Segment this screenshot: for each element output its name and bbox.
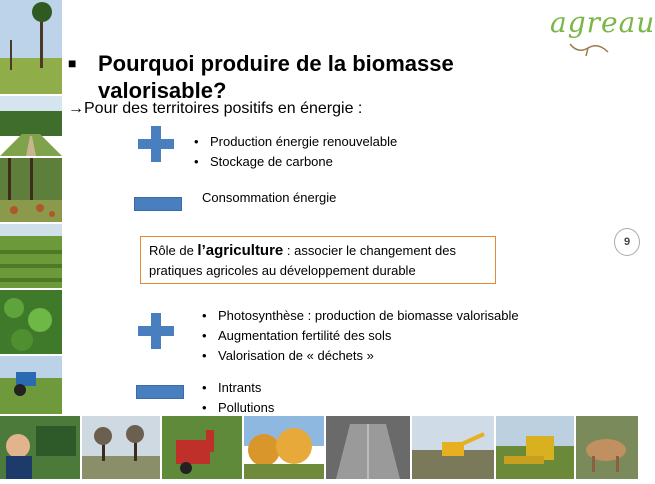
minus-icon [136, 385, 184, 399]
section1-plus-list [192, 132, 397, 172]
title-text: Pourquoi produire de la biomasse valorisable? [98, 51, 454, 103]
section1-minus-text: Consommation énergie [202, 190, 337, 205]
agreau-logo [548, 4, 655, 56]
page-number-badge: 9 [614, 228, 640, 256]
photo-bare-trees [82, 416, 160, 479]
photo-tractor-field [0, 356, 62, 414]
plus-icon [138, 126, 174, 162]
photo-crop-rows [0, 224, 62, 288]
photo-orchard-chickens [0, 158, 62, 222]
list-item: • Stockage de carbone [192, 152, 397, 172]
slide-subtitle: →Pour des territoires positifs en énergie : [68, 100, 363, 117]
role-callout-box [140, 236, 496, 284]
slide-title [68, 50, 538, 104]
photo-tree-field [0, 0, 62, 94]
minus-icon [134, 197, 182, 211]
title-bullet: ■ [68, 55, 77, 71]
list-item: • Augmentation fertilité des sols [200, 326, 519, 346]
photo-woodchip-machine [0, 416, 80, 479]
list-item: • Pollutions [200, 398, 274, 418]
photo-red-machine [162, 416, 242, 479]
role-prefix: Rôle de [149, 243, 198, 258]
photo-hedge-path [0, 96, 62, 156]
list-item: • Intrants [200, 378, 274, 398]
section2-minus-list [200, 378, 274, 418]
logo-text: agreau [550, 6, 655, 39]
photo-harvester [496, 416, 574, 479]
photo-wood-dryer [326, 416, 410, 479]
role-keyword: l’agriculture [197, 242, 284, 259]
plus-icon [138, 313, 174, 349]
photo-excavator [412, 416, 494, 479]
photo-green-plants [0, 290, 62, 354]
list-item: • Production énergie renouvelable [192, 132, 397, 152]
list-item: • Photosynthèse : production de biomasse valorisable [200, 306, 519, 326]
role-suffix: : associer le changement des pratiques agricoles au développement durable [149, 243, 456, 278]
section2-plus-list [200, 306, 519, 366]
photo-autumn-trees [244, 416, 324, 479]
photo-cattle [576, 416, 638, 479]
list-item: • Valorisation de « déchets » [200, 346, 519, 366]
